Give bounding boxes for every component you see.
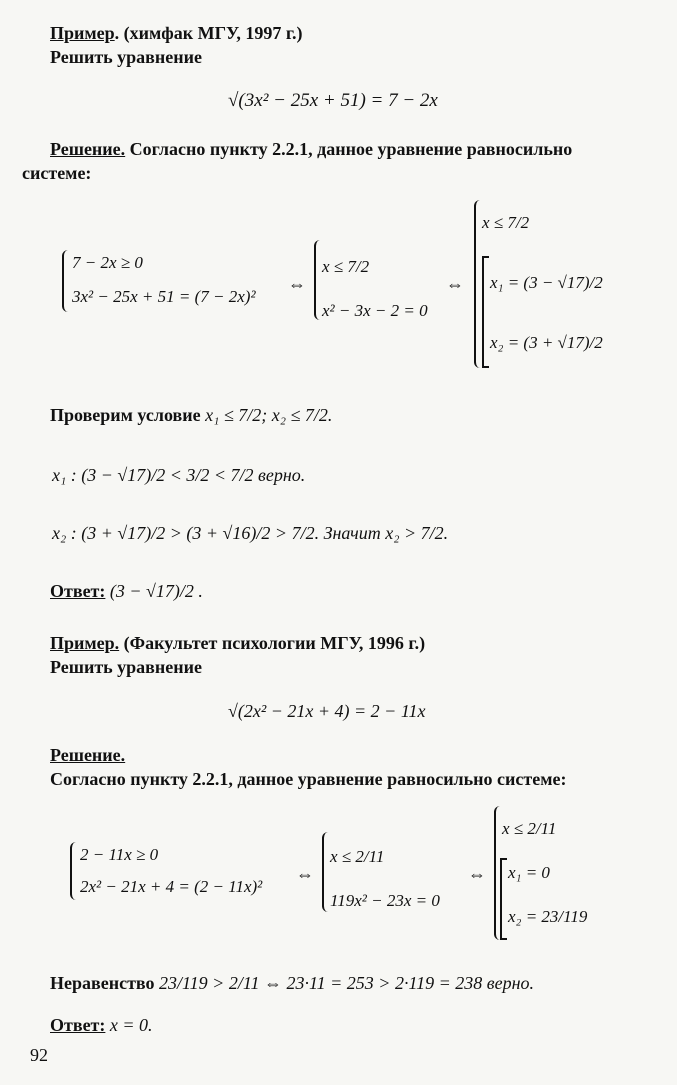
example1-task: Решить уравнение — [50, 47, 202, 67]
example2-solution-label — [50, 744, 125, 766]
example2-answer — [50, 1014, 153, 1036]
ex1-sys1-line2: 3x² − 25x + 51 = (7 − 2x)² — [72, 287, 256, 306]
system-brace — [314, 240, 322, 320]
ex1-sys3-line1: x ≤ 7/2 — [482, 213, 530, 232]
ex2-sys1-line1: 2 − 11x ≥ 0 — [80, 845, 159, 864]
equivalence-arrow: ⇔ — [296, 864, 314, 884]
example2-ineq-text: Неравенство — [50, 973, 155, 993]
example1-answer — [50, 580, 203, 602]
system-brace — [70, 842, 78, 900]
ex1-sys2-line1: x ≤ 7/2 — [322, 257, 370, 276]
ex1-sys3-x1: x₁ = (3 − √17)/2 — [490, 273, 603, 292]
equivalence-arrow: ⇔ — [446, 274, 464, 294]
system-brace — [62, 250, 70, 312]
example1-solution-text: Согласно пункту 2.2.1, данное уравнение равносильно — [129, 139, 573, 159]
example1-header: Пример. (химфак МГУ, 1997 г.) — [50, 23, 303, 43]
example1-answer-value: (3 − √17)/2 . — [109, 581, 203, 601]
ex2-sys3-line1: x ≤ 2/11 — [502, 819, 557, 838]
ex2-sys3-x1: x₁ = 0 — [508, 863, 550, 882]
equivalence-arrow: ⇔ — [288, 274, 306, 294]
example1-check — [50, 404, 332, 426]
ex2-sys2-line1: x ≤ 2/11 — [330, 847, 385, 866]
ex1-sys1-line1: 7 − 2x ≥ 0 — [72, 253, 143, 272]
system-bracket — [500, 858, 507, 940]
example2-source: (Факультет психологии МГУ, 1996 г.) — [123, 633, 426, 653]
example1-check2: x₂ : (3 + √17)/2 > (3 + √16)/2 > 7/2. Значит x₂ > 7/2. — [52, 523, 449, 543]
example1-check-text: Проверим условие — [50, 405, 201, 425]
example1-check-cond: x₁ ≤ 7/2; x₂ ≤ 7/2. — [205, 405, 333, 425]
equivalence-arrow: ⇔ — [468, 864, 486, 884]
example2-task: Решить уравнение — [50, 657, 202, 677]
example1-solution-text2: системе: — [22, 163, 92, 183]
system-brace — [474, 200, 482, 368]
example1-answer-label: Ответ: — [50, 581, 106, 601]
system-brace — [322, 832, 330, 912]
example2-label: Пример. — [50, 633, 120, 653]
page-number: 92 — [30, 1045, 48, 1065]
example1-label: Пример — [50, 23, 115, 43]
ex2-sys3-x2: x₂ = 23/119 — [508, 907, 588, 926]
example1-check1: x₁ : (3 − √17)/2 < 3/2 < 7/2 верно. — [52, 465, 306, 485]
ex2-sys1-line2: 2x² − 21x + 4 = (2 − 11x)² — [80, 877, 263, 896]
example1-equation: √(3x² − 25x + 51) = 7 − 2x — [228, 90, 438, 111]
example2-ineq: 23/119 > 2/11 ⇔ 23·11 = 253 > 2·119 = 238 верно. — [159, 973, 534, 993]
system-bracket — [482, 256, 489, 368]
ex1-sys3-x2: x₂ = (3 + √17)/2 — [490, 333, 603, 352]
example2-check — [50, 972, 534, 994]
example2-answer-value: x = 0. — [109, 1015, 153, 1035]
example2-header — [50, 632, 425, 654]
ex1-sys2-line2: x² − 3x − 2 = 0 — [322, 301, 428, 320]
example1-solution — [50, 138, 572, 160]
example2-answer-label: Ответ: — [50, 1015, 106, 1035]
ex2-sys2-line2: 119x² − 23x = 0 — [330, 891, 440, 910]
example2-solution-text: Согласно пункту 2.2.1, данное уравнение равносильно системе: — [50, 769, 567, 789]
example1-solution-label: Решение. — [50, 139, 126, 159]
example2-equation: √(2x² − 21x + 4) = 2 − 11x — [228, 701, 426, 721]
example1-source: (химфак МГУ, 1997 г.) — [123, 23, 303, 43]
example2-solution-label-text: Решение. — [50, 745, 126, 765]
